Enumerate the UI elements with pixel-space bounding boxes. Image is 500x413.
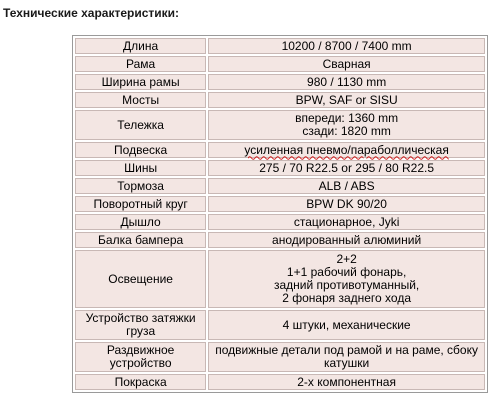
row-value-line: 2-х компонентная — [297, 374, 396, 389]
table-row — [75, 310, 485, 340]
spec-table — [72, 35, 488, 393]
row-value — [208, 92, 485, 108]
table-row — [75, 232, 485, 248]
row-label: Устройство затяжки груза — [75, 310, 206, 340]
table-row — [75, 374, 485, 390]
row-value-line: задний противотуманный, — [273, 278, 420, 292]
row-label: Тормоза — [75, 178, 206, 194]
row-value-line: подвижные детали под рамой и на раме, сбоку катушки — [215, 343, 478, 370]
row-label: Шины — [75, 160, 206, 176]
table-row — [75, 92, 485, 108]
table-row — [75, 160, 485, 176]
row-value-line: 2+2 — [336, 252, 357, 266]
row-value — [208, 38, 485, 54]
table-row — [75, 38, 485, 54]
row-value-line: 4 штуки, механические — [282, 317, 411, 332]
row-value — [208, 74, 485, 90]
row-value-line: 980 / 1130 mm — [307, 74, 387, 89]
row-value — [208, 196, 485, 212]
row-value — [208, 232, 485, 248]
row-value — [208, 342, 485, 372]
table-row — [75, 250, 485, 308]
row-value-line: 2 фонаря заднего хода — [282, 291, 411, 305]
row-label: Поворотный круг — [75, 196, 206, 212]
row-label: Мосты — [75, 92, 206, 108]
row-value — [208, 214, 485, 230]
table-row — [75, 342, 485, 372]
row-label: Рама — [75, 56, 206, 72]
table-row — [75, 56, 485, 72]
row-value-line: BPW, SAF or SISU — [295, 92, 398, 107]
row-value — [208, 178, 485, 194]
row-label: Освещение — [75, 250, 206, 308]
row-label: Тележка — [75, 110, 206, 140]
row-value-line: ALB / ABS — [318, 178, 375, 193]
table-row — [75, 178, 485, 194]
row-label: Длина — [75, 38, 206, 54]
row-value — [208, 56, 485, 72]
row-value-line: усиленная пневмо/параболлическая — [244, 142, 449, 157]
page-title: Технические характеристики: — [3, 6, 180, 20]
row-label: Подвеска — [75, 142, 206, 158]
table-row — [75, 110, 485, 140]
table-row — [75, 142, 485, 158]
row-value-line: впереди: 1360 mm — [295, 111, 399, 125]
table-row — [75, 74, 485, 90]
row-value — [208, 160, 485, 176]
row-label: Дышло — [75, 214, 206, 230]
table-row — [75, 214, 485, 230]
row-value — [208, 142, 485, 158]
row-label: Балка бампера — [75, 232, 206, 248]
table-row — [75, 196, 485, 212]
row-label: Ширина рамы — [75, 74, 206, 90]
row-label: Раздвижное устройство — [75, 342, 206, 372]
row-value — [208, 310, 485, 340]
row-value-line: стационарное, Jyki — [293, 214, 400, 229]
row-value-line: 10200 / 8700 / 7400 mm — [281, 38, 412, 53]
row-value-line: Сварная — [322, 56, 371, 71]
row-value-line: 275 / 70 R22.5 or 295 / 80 R22.5 — [259, 160, 435, 175]
row-value-line: анодированный алюминий — [272, 232, 422, 247]
row-value-line: сзади: 1820 mm — [302, 124, 391, 138]
row-value-line: 1+1 рабочий фонарь, — [286, 265, 407, 279]
row-value — [208, 110, 485, 140]
row-value — [208, 374, 485, 390]
row-value-line: BPW DK 90/20 — [306, 196, 387, 211]
row-label: Покраска — [75, 374, 206, 390]
row-value — [208, 250, 485, 308]
